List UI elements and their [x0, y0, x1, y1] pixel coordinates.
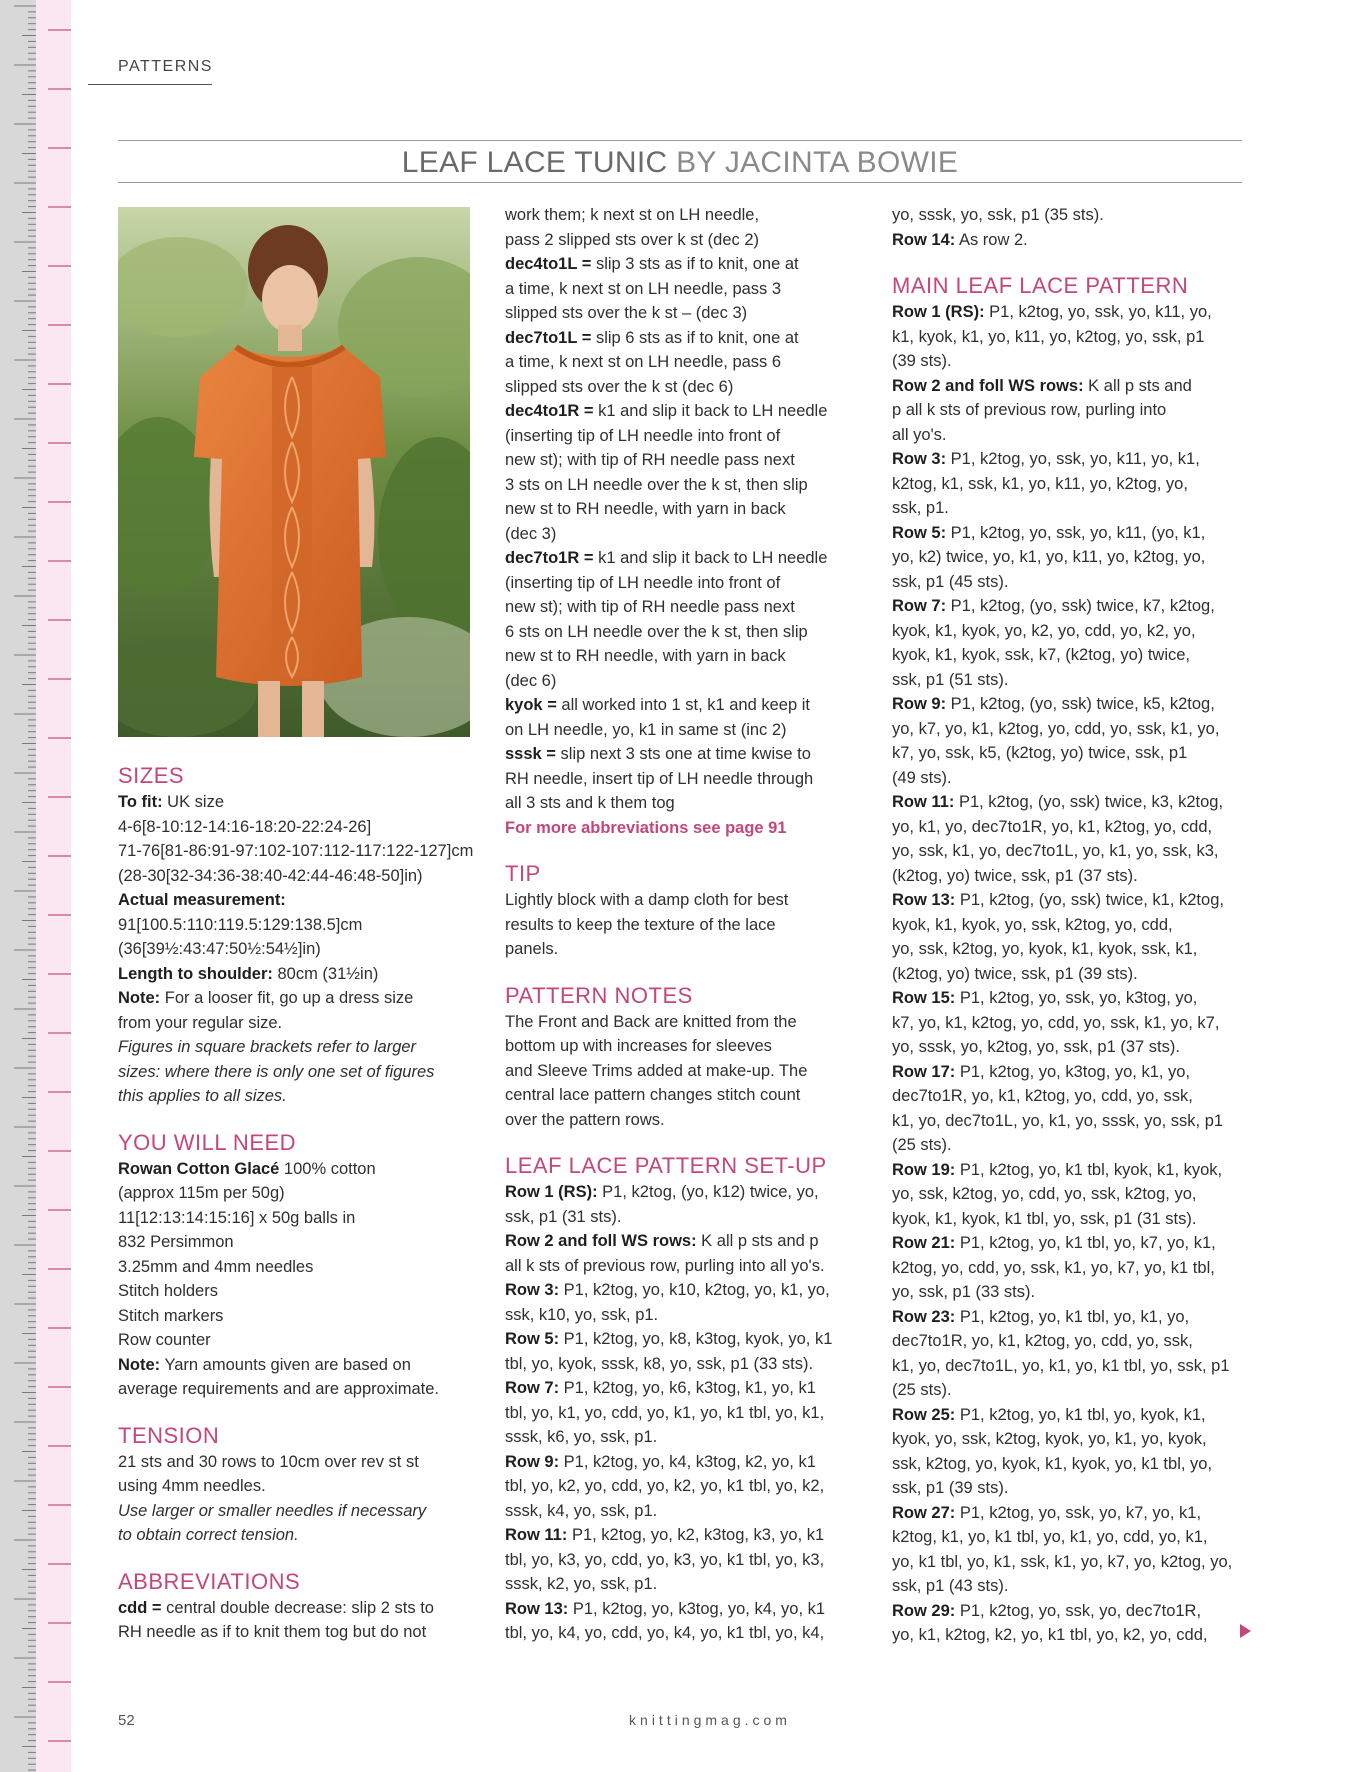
- size-line-1: 4-6[8-10:12-14:16-18:20-22:24-26]: [118, 817, 372, 836]
- setup-row-1-line-2: ssk, p1 (31 sts).: [505, 1207, 622, 1226]
- setup-heading: LEAF LACE PATTERN SET-UP: [505, 1153, 827, 1178]
- setup-row-5-text: P1, k2tog, yo, k6, k3tog, k1, yo, k1: [559, 1379, 816, 1397]
- tension-heading: TENSION: [118, 1422, 220, 1448]
- row-14-line: [892, 228, 1252, 253]
- main-row-9-label: Row 15:: [892, 989, 956, 1007]
- abbr-dec7to1r-line-1: [505, 546, 865, 571]
- setup-row-8-line-2: tbl, yo, k4, yo, cdd, yo, k4, yo, k1 tbl, yo, k4,: [505, 1624, 825, 1642]
- main-row-13-line-4: (25 sts).: [892, 1381, 952, 1399]
- cdd-line-2: RH needle as if to knit them tog but do not: [118, 1623, 427, 1641]
- abbr-dec7to1l-line-2: a time, k next st on LH needle, pass 6: [505, 353, 782, 371]
- main-row-5-line-1: [892, 594, 1252, 619]
- size-note-label: Note:: [118, 989, 161, 1007]
- column-1: [118, 762, 478, 1645]
- abbr-sssk-line-2: RH needle, insert tip of LH needle through: [505, 769, 814, 788]
- need-line-6: Stitch holders: [118, 1282, 218, 1300]
- need-line-8: Row counter: [118, 1331, 211, 1349]
- main-row-8-text: P1, k2tog, (yo, ssk) twice, k1, k2tog,: [955, 891, 1224, 909]
- abbr-dec4to1l-line-3: slipped sts over the k st – (dec 3): [505, 304, 748, 322]
- column-2: [505, 203, 865, 1646]
- setup-row-4-text: P1, k2tog, yo, k8, k3tog, kyok, yo, k1: [559, 1330, 833, 1348]
- abbr-sssk-line-1: [505, 742, 865, 767]
- main-row-4-line-3: ssk, p1 (45 sts).: [892, 572, 1009, 591]
- main-row-11-line-3: kyok, k1, kyok, k1 tbl, yo, ssk, p1 (31 sts).: [892, 1209, 1197, 1228]
- cdd-line-1: [118, 1596, 478, 1621]
- main-row-3-label: Row 3:: [892, 450, 947, 468]
- abbr-dec4to1r-text: k1 and slip it back to LH needle: [593, 402, 828, 420]
- notes-line-4: central lace pattern changes stitch count: [505, 1086, 801, 1104]
- abbr-dec7to1r-line-3: new st); with tip of RH needle pass next: [505, 598, 795, 616]
- actual-measurement-label: Actual measurement:: [118, 891, 286, 909]
- main-row-5-text: P1, k2tog, (yo, ssk) twice, k7, k2tog,: [946, 597, 1215, 615]
- abbr-cont-line-1: work them; k next st on LH needle,: [505, 206, 760, 224]
- abbr-kyok-text: all worked into 1 st, k1 and keep it: [556, 696, 810, 714]
- main-row-5-line-4: ssk, p1 (51 sts).: [892, 670, 1009, 689]
- need-line-7: Stitch markers: [118, 1306, 224, 1325]
- actual-line-2: (36[39½:43:47:50½:54½]in): [118, 940, 321, 958]
- main-row-4-text: P1, k2tog, yo, ssk, yo, k11, (yo, k1,: [946, 523, 1206, 542]
- tension-italic-1: Use larger or smaller needles if necessary: [118, 1501, 427, 1520]
- setup-row-2-label: Row 2 and foll WS rows:: [505, 1232, 697, 1250]
- main-row-11-line-1: [892, 1158, 1252, 1183]
- continue-arrow-icon: [1240, 1624, 1251, 1638]
- main-row-12-label: Row 21:: [892, 1234, 956, 1252]
- main-row-4-line-1: [892, 521, 1252, 546]
- main-row-11-line-2: yo, ssk, k2tog, yo, cdd, yo, ssk, k2tog, yo,: [892, 1185, 1197, 1203]
- main-row-2-text: K all p sts and: [1083, 376, 1192, 395]
- abbr-kyok-line-1: [505, 693, 865, 718]
- abbr-dec7to1l-line-3: slipped sts over the k st (dec 6): [505, 377, 734, 396]
- abbr-sssk-label: sssk =: [505, 745, 556, 763]
- abbr-dec4to1r-line-5: new st to RH needle, with yarn in back: [505, 500, 786, 518]
- setup-row-4-label: Row 5:: [505, 1330, 560, 1348]
- tension-line-1: 21 sts and 30 rows to 10cm over rev st st: [118, 1452, 419, 1471]
- main-row-13-line-2: dec7to1R, yo, k1, k2tog, yo, cdd, yo, ssk,: [892, 1332, 1193, 1350]
- abbr-dec7to1r-line-2: (inserting tip of LH needle into front of: [505, 573, 781, 592]
- main-row-7-line-2: yo, k1, yo, dec7to1R, yo, k1, k2tog, yo, cdd,: [892, 817, 1213, 836]
- main-row-5-label: Row 7:: [892, 597, 947, 615]
- setup-row-6-line-3: sssk, k4, yo, ssk, p1.: [505, 1501, 658, 1520]
- main-pattern-heading: MAIN LEAF LACE PATTERN: [892, 273, 1189, 298]
- measuring-ruler: [0, 0, 71, 1772]
- setup-row-7-line-3: sssk, k2, yo, ssk, p1.: [505, 1575, 658, 1593]
- abbr-dec4to1l-line-1: [505, 252, 865, 277]
- length-label: Length to shoulder:: [118, 964, 273, 983]
- main-row-8-line-1: [892, 888, 1252, 913]
- brackets-note-3: this applies to all sizes.: [118, 1087, 287, 1105]
- more-abbreviations-link[interactable]: For more abbreviations see page 91: [505, 818, 787, 837]
- abbreviations-heading: ABBREVIATIONS: [118, 1568, 301, 1594]
- abbr-dec4to1l-label: dec4to1L =: [505, 255, 592, 273]
- main-row-11-label: Row 19:: [892, 1160, 956, 1179]
- abbr-dec7to1r-line-5: new st to RH needle, with yarn in back: [505, 647, 786, 665]
- main-row-2-line-1: [892, 374, 1252, 399]
- main-row-3-text: P1, k2tog, yo, ssk, yo, k11, yo, k1,: [946, 450, 1200, 468]
- abbr-dec7to1l-label: dec7to1L =: [505, 328, 592, 347]
- setup-row-5-line-2: tbl, yo, k1, yo, cdd, yo, k1, yo, k1 tbl, yo, k1,: [505, 1403, 825, 1422]
- abbr-dec7to1r-line-6: (dec 6): [505, 671, 557, 690]
- setup-row-7-line-1: [505, 1523, 865, 1548]
- title-rule-top: [118, 140, 1242, 141]
- section-label: PATTERNS: [118, 58, 213, 75]
- main-row-3-line-2: k2tog, k1, ssk, k1, yo, k11, yo, k2tog, yo,: [892, 474, 1188, 493]
- main-row-10-line-2: dec7to1R, yo, k1, k2tog, yo, cdd, yo, ssk,: [892, 1087, 1193, 1105]
- tip-line-1: Lightly block with a damp cloth for best: [505, 891, 789, 909]
- abbr-dec4to1l-line-2: a time, k next st on LH needle, pass 3: [505, 279, 782, 298]
- main-row-16-text: P1, k2tog, yo, ssk, yo, dec7to1R,: [955, 1601, 1202, 1620]
- main-row-3-line-1: [892, 447, 1252, 472]
- main-row-10-line-3: k1, yo, dec7to1L, yo, k1, yo, sssk, yo, ssk, p1: [892, 1111, 1224, 1130]
- setup-row-6-text: P1, k2tog, yo, k4, k3tog, k2, yo, k1: [559, 1452, 816, 1471]
- main-row-8-line-3: yo, ssk, k2tog, yo, kyok, k1, kyok, ssk, k1,: [892, 940, 1198, 958]
- main-row-10-line-1: [892, 1060, 1252, 1085]
- main-row-7-label: Row 11:: [892, 793, 955, 811]
- page-title: [118, 146, 1242, 180]
- size-note-line-2: from your regular size.: [118, 1013, 283, 1032]
- main-row-12-text: P1, k2tog, yo, k1 tbl, yo, k7, yo, k1,: [955, 1234, 1216, 1252]
- setup-row-6-line-2: tbl, yo, k2, yo, cdd, yo, k2, yo, k1 tbl, yo, k2,: [505, 1477, 825, 1495]
- main-row-7-line-1: [892, 790, 1252, 815]
- cdd-text: central double decrease: slip 2 sts to: [161, 1598, 434, 1617]
- abbr-cont-line-2: pass 2 slipped sts over k st (dec 2): [505, 230, 760, 249]
- page-number: 52: [118, 1712, 135, 1729]
- setup-row-8-line-1: [505, 1597, 865, 1622]
- main-row-2-line-2: p all k sts of previous row, purling into: [892, 401, 1167, 419]
- abbr-dec4to1r-label: dec4to1R =: [505, 402, 594, 420]
- setup-row-6-line-1: [505, 1450, 865, 1475]
- setup-row-1-line-1: [505, 1180, 865, 1205]
- main-row-3-line-3: ssk, p1.: [892, 499, 949, 517]
- setup-row-7-label: Row 11:: [505, 1526, 568, 1544]
- main-row-16-line-1: [892, 1599, 1252, 1624]
- abbr-dec4to1l-text: slip 3 sts as if to knit, one at: [591, 255, 799, 273]
- setup-row-7-text: P1, k2tog, yo, k2, k3tog, k3, yo, k1: [567, 1526, 825, 1544]
- yarn-line: [118, 1157, 478, 1182]
- setup-row-3-line-1: [505, 1278, 865, 1303]
- main-row-8-line-2: kyok, k1, kyok, yo, ssk, k2tog, yo, cdd,: [892, 915, 1173, 934]
- main-row-7-line-4: (k2tog, yo) twice, ssk, p1 (37 sts).: [892, 866, 1138, 885]
- size-line-2: 71-76[81-86:91-97:102-107:112-117:122-127]cm: [118, 842, 474, 860]
- main-row-15-line-2: k2tog, k1, yo, k1 tbl, yo, k1, yo, cdd, yo, k1,: [892, 1528, 1208, 1546]
- main-row-14-line-3: ssk, k2tog, yo, kyok, k1, kyok, yo, k1 tbl, yo,: [892, 1454, 1213, 1473]
- main-row-14-line-4: ssk, p1 (39 sts).: [892, 1479, 1009, 1497]
- abbr-dec7to1r-text: k1 and slip it back to LH needle: [593, 549, 828, 567]
- main-row-7-text: P1, k2tog, (yo, ssk) twice, k3, k2tog,: [954, 793, 1224, 811]
- pattern-notes-heading: PATTERN NOTES: [505, 982, 693, 1008]
- main-row-12-line-1: [892, 1231, 1252, 1256]
- size-note-line-1: [118, 986, 478, 1011]
- actual-measurement-label-line: [118, 888, 478, 913]
- main-row-4-label: Row 5:: [892, 523, 947, 542]
- main-row-14-label: Row 25:: [892, 1405, 956, 1424]
- setup-row-3-text: P1, k2tog, yo, k10, k2tog, yo, k1, yo,: [559, 1281, 830, 1299]
- main-row-1-line-3: (39 sts).: [892, 352, 952, 370]
- notes-line-2: bottom up with increases for sleeves: [505, 1037, 772, 1055]
- model-photo-illustration: [118, 207, 470, 737]
- to-fit-text: UK size: [162, 793, 225, 811]
- main-row-10-line-4: (25 sts).: [892, 1136, 952, 1154]
- actual-line-1: 91[100.5:110:119.5:129:138.5]cm: [118, 915, 363, 934]
- need-line-4: 832 Persimmon: [118, 1233, 234, 1251]
- notes-line-1: The Front and Back are knitted from the: [505, 1012, 797, 1031]
- tip-line-2: results to keep the texture of the lace: [505, 915, 776, 934]
- main-row-13-label: Row 23:: [892, 1307, 956, 1326]
- setup-row-8-label: Row 13:: [505, 1599, 569, 1618]
- tip-line-3: panels.: [505, 940, 559, 958]
- main-row-4-line-2: yo, k2) twice, yo, k1, yo, k11, yo, k2tog, yo,: [892, 548, 1206, 566]
- main-row-16-label: Row 29:: [892, 1601, 956, 1620]
- need-note-line-2: average requirements and are approximate.: [118, 1380, 440, 1398]
- title-byline: BY JACINTA BOWIE: [676, 146, 959, 179]
- main-row-1-label: Row 1 (RS):: [892, 303, 985, 321]
- setup-row-1-label: Row 1 (RS):: [505, 1183, 598, 1201]
- need-note-line-1: [118, 1353, 478, 1378]
- abbr-dec4to1r-line-3: new st); with tip of RH needle pass next: [505, 451, 795, 469]
- abbr-dec7to1r-label: dec7to1R =: [505, 549, 594, 567]
- site-url: knittingmag.com: [629, 1712, 791, 1728]
- main-row-5-line-3: kyok, k1, kyok, ssk, k7, (k2tog, yo) twice,: [892, 646, 1191, 664]
- you-will-need-heading: YOU WILL NEED: [118, 1129, 297, 1155]
- main-row-12-line-2: k2tog, yo, cdd, yo, ssk, k1, yo, k7, yo, k1 tbl,: [892, 1258, 1215, 1277]
- main-row-15-line-1: [892, 1501, 1252, 1526]
- setup-row-5-line-1: [505, 1376, 865, 1401]
- setup-row-2-text: K all p sts and p: [696, 1232, 819, 1250]
- brackets-note-1: Figures in square brackets refer to larger: [118, 1038, 417, 1056]
- need-line-5: 3.25mm and 4mm needles: [118, 1257, 314, 1276]
- setup-row-2-line-1: [505, 1229, 865, 1254]
- main-row-13-line-3: k1, yo, dec7to1L, yo, k1, yo, k1 tbl, yo, ssk, p1: [892, 1356, 1230, 1375]
- title-rule-bottom: [118, 182, 1242, 183]
- brackets-note-2: sizes: where there is only one set of figures: [118, 1062, 435, 1081]
- main-row-9-line-2: k7, yo, k1, k2tog, yo, cdd, yo, ssk, k1, yo, k7,: [892, 1013, 1220, 1032]
- notes-line-3: and Sleeve Trims added at make-up. The: [505, 1061, 808, 1080]
- main-row-14-text: P1, k2tog, yo, k1 tbl, yo, kyok, k1,: [955, 1405, 1206, 1424]
- main-row-12-line-3: yo, ssk, p1 (33 sts).: [892, 1283, 1036, 1301]
- abbr-sssk-text: slip next 3 sts one at time kwise to: [555, 745, 811, 763]
- abbr-dec7to1l-line-1: [505, 326, 865, 351]
- main-row-15-line-3: yo, k1 tbl, yo, k1, ssk, k1, yo, k7, yo, k2tog, yo,: [892, 1552, 1233, 1571]
- tip-heading: TIP: [505, 861, 541, 886]
- main-row-6-line-2: yo, k7, yo, k1, k2tog, yo, cdd, yo, ssk, k1, yo,: [892, 719, 1220, 738]
- abbr-dec4to1r-line-2: (inserting tip of LH needle into front of: [505, 426, 781, 445]
- main-row-13-line-1: [892, 1305, 1252, 1330]
- main-row-7-line-3: yo, ssk, k1, yo, dec7to1L, yo, k1, yo, ssk, k3,: [892, 842, 1219, 860]
- main-row-8-line-4: (k2tog, yo) twice, ssk, p1 (39 sts).: [892, 964, 1138, 983]
- notes-line-5: over the pattern rows.: [505, 1110, 665, 1129]
- length-line: [118, 962, 478, 987]
- abbr-kyok-line-2: on LH needle, yo, k1 in same st (inc 2): [505, 720, 787, 739]
- abbr-dec4to1r-line-4: 3 sts on LH needle over the k st, then slip: [505, 475, 808, 494]
- main-row-13-text: P1, k2tog, yo, k1 tbl, yo, k1, yo,: [955, 1307, 1190, 1326]
- main-row-15-label: Row 27:: [892, 1503, 956, 1522]
- yarn-text: 100% cotton: [279, 1159, 376, 1178]
- main-row-2-line-3: all yo's.: [892, 425, 947, 444]
- title-main: LEAF LACE TUNIC: [401, 146, 668, 179]
- cdd-label: cdd =: [118, 1598, 162, 1617]
- tunic-photo: [118, 207, 470, 737]
- setup-row-4-line-1: [505, 1327, 865, 1352]
- yarn-label: Rowan Cotton Glacé: [118, 1159, 280, 1178]
- main-row-1-line-1: [892, 300, 1252, 325]
- tension-italic-2: to obtain correct tension.: [118, 1526, 299, 1544]
- main-row-9-line-1: [892, 986, 1252, 1011]
- abbr-dec4to1r-line-1: [505, 399, 865, 424]
- need-note-text: Yarn amounts given are based on: [160, 1355, 411, 1374]
- ruler-ticks: [0, 0, 71, 1772]
- abbr-dec7to1r-line-4: 6 sts on LH needle over the k st, then slip: [505, 622, 808, 641]
- main-row-9-line-3: yo, sssk, yo, k2tog, yo, ssk, p1 (37 sts).: [892, 1038, 1180, 1056]
- tension-line-2: using 4mm needles.: [118, 1477, 266, 1495]
- main-row-8-label: Row 13:: [892, 891, 956, 909]
- main-row-6-label: Row 9:: [892, 695, 947, 713]
- setup-row-8-text: P1, k2tog, yo, k3tog, yo, k4, yo, k1: [568, 1599, 826, 1618]
- main-row-1-text: P1, k2tog, yo, ssk, yo, k11, yo,: [984, 303, 1212, 321]
- setup-row-3-line-2: ssk, k10, yo, ssk, p1.: [505, 1305, 659, 1324]
- main-row-5-line-2: kyok, k1, kyok, yo, k2, yo, cdd, yo, k2, yo,: [892, 621, 1196, 640]
- setup-row-5-line-3: sssk, k6, yo, ssk, p1.: [505, 1428, 658, 1446]
- need-note-label: Note:: [118, 1355, 161, 1374]
- setup-row-4-line-2: tbl, yo, kyok, sssk, k8, yo, ssk, p1 (33 sts).: [505, 1354, 814, 1373]
- size-note-text: For a looser fit, go up a dress size: [160, 989, 414, 1007]
- setup-row-1-text: P1, k2tog, (yo, k12) twice, yo,: [597, 1183, 819, 1201]
- length-text: 80cm (31½in): [272, 964, 379, 983]
- to-fit-line: [118, 790, 478, 815]
- abbr-dec7to1l-text: slip 6 sts as if to knit, one at: [591, 328, 799, 347]
- main-row-6-line-3: k7, yo, ssk, k5, (k2tog, yo) twice, ssk, p1: [892, 744, 1188, 762]
- main-row-1-line-2: k1, kyok, k1, yo, k11, yo, k2tog, yo, ssk, p1: [892, 327, 1205, 346]
- row-14-label: Row 14:: [892, 230, 956, 249]
- main-row-6-line-4: (49 sts).: [892, 768, 952, 787]
- size-line-3: (28-30[32-34:36-38:40-42:44-46:48-50]in): [118, 866, 423, 885]
- row-14-text: As row 2.: [955, 230, 1028, 249]
- main-row-15-text: P1, k2tog, yo, ssk, yo, k7, yo, k1,: [955, 1503, 1202, 1522]
- setup-row-2-line-2: all k sts of previous row, purling into all yo's.: [505, 1256, 825, 1275]
- main-row-2-label: Row 2 and foll WS rows:: [892, 376, 1084, 395]
- row13-cont-line-1: yo, sssk, yo, ssk, p1 (35 sts).: [892, 206, 1104, 224]
- main-row-16-line-2: yo, k1, k2tog, k2, yo, k1 tbl, yo, k2, yo, cdd,: [892, 1626, 1208, 1644]
- main-row-9-text: P1, k2tog, yo, ssk, yo, k3tog, yo,: [955, 989, 1198, 1007]
- main-row-6-line-1: [892, 692, 1252, 717]
- need-line-2: (approx 115m per 50g): [118, 1184, 285, 1202]
- setup-row-7-line-2: tbl, yo, k3, yo, cdd, yo, k3, yo, k1 tbl, yo, k3,: [505, 1550, 825, 1569]
- setup-row-5-label: Row 7:: [505, 1379, 560, 1397]
- main-row-14-line-1: [892, 1403, 1252, 1428]
- setup-row-3-label: Row 3:: [505, 1281, 560, 1299]
- abbr-sssk-line-3: all 3 sts and k them tog: [505, 794, 675, 812]
- section-underline: [88, 84, 212, 85]
- abbr-dec4to1r-line-6: (dec 3): [505, 524, 557, 543]
- column-3: [892, 203, 1252, 1648]
- main-row-15-line-4: ssk, p1 (43 sts).: [892, 1577, 1009, 1595]
- main-row-10-text: P1, k2tog, yo, k3tog, yo, k1, yo,: [955, 1062, 1191, 1081]
- to-fit-label: To fit:: [118, 793, 163, 811]
- setup-row-6-label: Row 9:: [505, 1452, 560, 1471]
- need-line-3: 11[12:13:14:15:16] x 50g balls in: [118, 1208, 356, 1227]
- main-row-14-line-2: kyok, yo, ssk, k2tog, kyok, yo, k1, yo, kyok,: [892, 1430, 1207, 1448]
- sizes-heading: SIZES: [118, 763, 185, 788]
- main-row-6-text: P1, k2tog, (yo, ssk) twice, k5, k2tog,: [946, 695, 1215, 713]
- main-row-10-label: Row 17:: [892, 1062, 956, 1081]
- main-row-11-text: P1, k2tog, yo, k1 tbl, kyok, k1, kyok,: [955, 1160, 1223, 1179]
- abbr-kyok-label: kyok =: [505, 696, 557, 714]
